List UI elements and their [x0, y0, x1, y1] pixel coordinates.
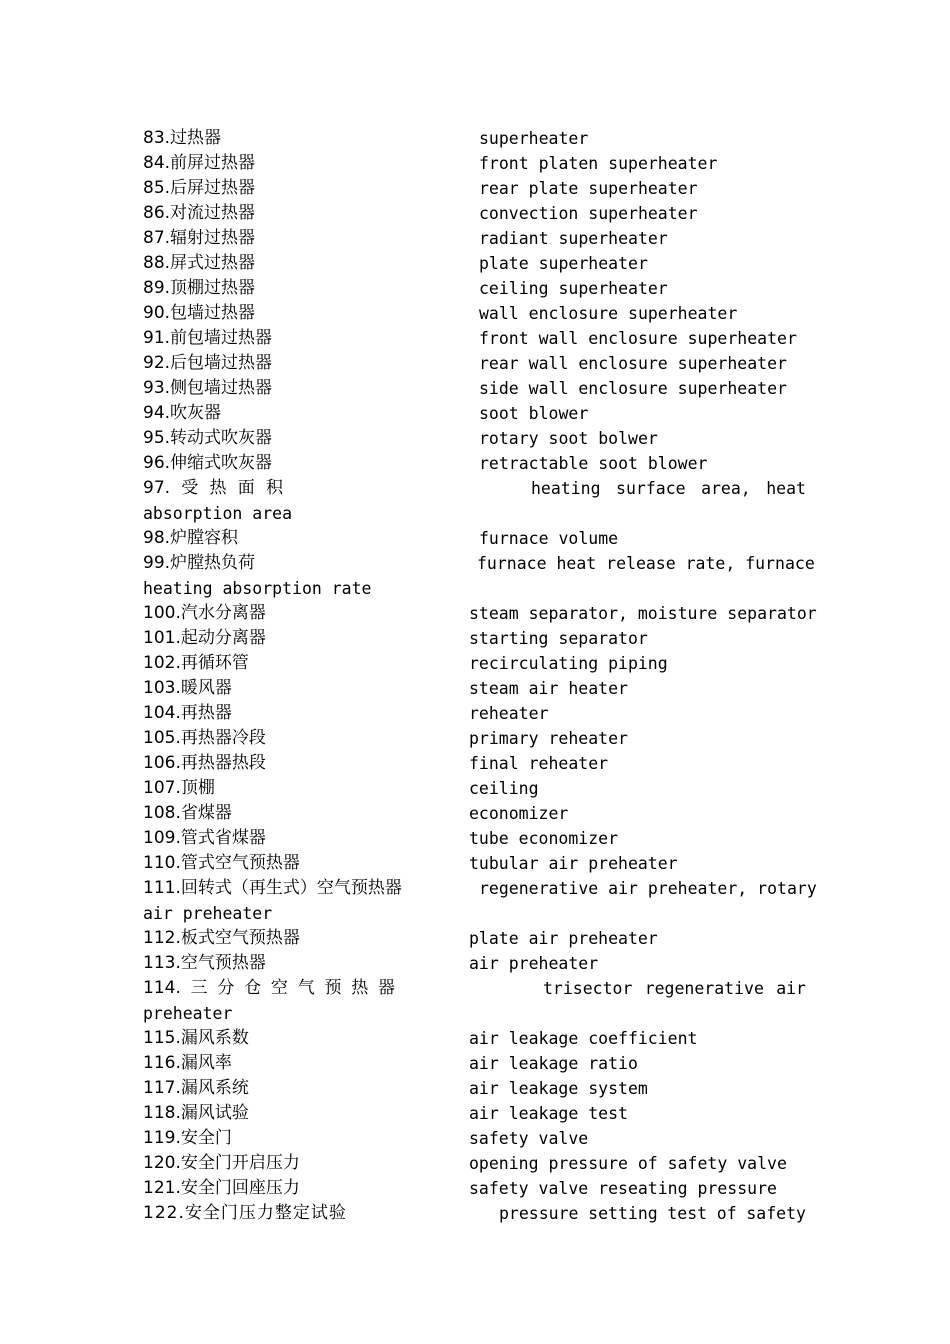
list-item: [143, 201, 809, 226]
term-en: starting separator: [469, 629, 648, 648]
term-zh: 110.管式空气预热器: [143, 853, 300, 873]
list-item: [143, 276, 809, 301]
term-en: ceiling: [469, 779, 539, 798]
term-en-part: setting: [588, 1204, 658, 1223]
term-zh: 99.炉膛热负荷: [143, 553, 256, 573]
list-item: [143, 976, 809, 1001]
term-en: front platen superheater: [479, 154, 718, 173]
term-en-continuation: preheater: [143, 1004, 233, 1023]
list-item: [143, 301, 809, 326]
list-item: [143, 226, 809, 251]
term-zh-part: 三: [190, 978, 208, 998]
term-en: primary reheater: [469, 729, 628, 748]
term-en: tubular air preheater: [469, 854, 678, 873]
term-en: steam separator, moisture separator: [469, 604, 817, 623]
term-zh: 113.空气预热器: [143, 953, 266, 973]
term-en: retractable soot blower: [479, 454, 708, 473]
list-item: [143, 626, 809, 651]
term-zh-part: 热: [351, 978, 369, 998]
term-en: convection superheater: [479, 204, 698, 223]
term-en: recirculating piping: [469, 654, 668, 673]
term-en: air leakage system: [469, 1079, 648, 1098]
term-en-part: trisector: [543, 979, 633, 998]
list-item: [143, 476, 809, 501]
term-en: wall enclosure superheater: [479, 304, 738, 323]
term-zh: 112.板式空气预热器: [143, 928, 300, 948]
term-en: reheater: [469, 704, 549, 723]
term-en: furnace heat release rate, furnace: [477, 554, 815, 573]
list-item: [143, 1176, 809, 1201]
list-item-continuation: [143, 501, 809, 526]
list-item: [143, 1101, 809, 1126]
list-item: [143, 801, 809, 826]
term-en-part: regenerative: [644, 979, 764, 998]
term-en-continuation: air preheater: [143, 904, 273, 923]
term-zh: 104.再热器: [143, 703, 232, 723]
term-en: rear plate superheater: [479, 179, 698, 198]
term-en: economizer: [469, 804, 569, 823]
term-en: air leakage ratio: [469, 1054, 638, 1073]
list-item: [143, 1126, 809, 1151]
term-en-part: test: [667, 1204, 708, 1223]
list-item: [143, 876, 817, 901]
list-item-continuation: [143, 576, 809, 601]
list-item: [143, 1151, 809, 1176]
term-en: safety valve reseating pressure: [469, 1179, 777, 1198]
list-item: [143, 376, 809, 401]
term-zh-part: 器: [377, 978, 395, 998]
term-zh: [143, 976, 395, 1001]
term-en: rear wall enclosure superheater: [479, 354, 787, 373]
term-zh: 87.辐射过热器: [143, 228, 256, 248]
list-item: [143, 401, 809, 426]
list-item: [143, 926, 809, 951]
term-en: regenerative air preheater, rotary: [479, 879, 817, 898]
term-en: [499, 1201, 806, 1226]
list-item: [143, 601, 817, 626]
term-en-part: surface: [616, 479, 686, 498]
list-item: [143, 351, 809, 376]
term-en: superheater: [479, 129, 589, 148]
term-zh: 84.前屏过热器: [143, 153, 256, 173]
term-zh: 103.暖风器: [143, 678, 232, 698]
list-item: [143, 826, 809, 851]
term-zh-part: 积: [265, 478, 283, 498]
term-en: [543, 976, 806, 1001]
term-zh: 101.起动分离器: [143, 628, 266, 648]
list-item: [143, 776, 809, 801]
term-zh: 85.后屏过热器: [143, 178, 256, 198]
term-en: ceiling superheater: [479, 279, 668, 298]
term-en: furnace volume: [479, 529, 619, 548]
term-zh: 88.屏式过热器: [143, 253, 256, 273]
term-zh: 116.漏风率: [143, 1053, 232, 1073]
term-en: soot blower: [479, 404, 589, 423]
term-en: tube economizer: [469, 829, 619, 848]
list-item: [143, 1076, 809, 1101]
list-item: [143, 326, 809, 351]
term-zh: [143, 476, 283, 501]
term-en: air leakage coefficient: [469, 1029, 698, 1048]
term-zh-part: 预: [324, 978, 342, 998]
term-en: plate superheater: [479, 254, 648, 273]
term-en: air preheater: [469, 954, 599, 973]
term-zh: 121.安全门回座压力: [143, 1178, 300, 1198]
term-zh: 95.转动式吹灰器: [143, 428, 273, 448]
term-zh-part: 空: [270, 978, 288, 998]
term-zh-part: 97.: [143, 478, 171, 498]
list-item: [143, 751, 809, 776]
term-en: steam air heater: [469, 679, 628, 698]
list-item: [143, 176, 809, 201]
term-en-continuation: heating absorption rate: [143, 579, 372, 598]
term-en: final reheater: [469, 754, 609, 773]
term-en: air leakage test: [469, 1104, 628, 1123]
term-zh: 105.再热器冷段: [143, 728, 266, 748]
term-zh: 108.省煤器: [143, 803, 232, 823]
term-zh: 86.对流过热器: [143, 203, 256, 223]
term-en: safety valve: [469, 1129, 589, 1148]
term-zh-part: 114.: [143, 978, 181, 998]
term-zh: 98.炉膛容积: [143, 528, 239, 548]
term-en: radiant superheater: [479, 229, 668, 248]
term-en: front wall enclosure superheater: [479, 329, 797, 348]
term-zh: 94.吹灰器: [143, 403, 222, 423]
term-en-continuation: absorption area: [143, 504, 293, 523]
list-item: [143, 1201, 809, 1226]
list-item: [143, 151, 809, 176]
list-item: [143, 1051, 809, 1076]
term-zh: 100.汽水分离器: [143, 603, 266, 623]
list-item: [143, 951, 809, 976]
list-item: [143, 701, 809, 726]
term-en: [531, 476, 806, 501]
term-zh: 91.前包墙过热器: [143, 328, 273, 348]
term-zh: 111.回转式（再生式）空气预热器: [143, 878, 402, 898]
term-zh: 93.侧包墙过热器: [143, 378, 273, 398]
list-item: [143, 251, 809, 276]
term-zh-part: 气: [297, 978, 315, 998]
list-item: [143, 551, 815, 576]
term-zh-part: 面: [237, 478, 255, 498]
list-item: [143, 451, 809, 476]
term-zh: 89.顶棚过热器: [143, 278, 256, 298]
term-zh: 96.伸缩式吹灰器: [143, 453, 273, 473]
list-item: [143, 126, 809, 151]
term-zh: 102.再循环管: [143, 653, 249, 673]
term-zh: 90.包墙过热器: [143, 303, 256, 323]
term-en-part: safety: [746, 1204, 806, 1223]
term-zh: 118.漏风试验: [143, 1103, 249, 1123]
term-en-part: of: [716, 1204, 737, 1223]
list-item: [143, 526, 809, 551]
list-item: [143, 651, 809, 676]
term-zh: 106.再热器热段: [143, 753, 266, 773]
term-zh: 109.管式省煤器: [143, 828, 266, 848]
term-en: plate air preheater: [469, 929, 658, 948]
term-zh: 107.顶棚: [143, 778, 215, 798]
term-zh: 119.安全门: [143, 1128, 232, 1148]
list-item: [143, 726, 809, 751]
term-zh: 122.安全门压力整定试验: [143, 1203, 347, 1223]
term-en: side wall enclosure superheater: [479, 379, 787, 398]
list-item: [143, 426, 809, 451]
list-item: [143, 676, 809, 701]
list-item: [143, 851, 809, 876]
term-zh-part: 热: [209, 478, 227, 498]
list-item-continuation: [143, 1001, 809, 1026]
term-zh-part: 仓: [244, 978, 262, 998]
term-zh: 115.漏风系数: [143, 1028, 249, 1048]
term-zh-part: 受: [181, 478, 199, 498]
list-item-continuation: [143, 901, 809, 926]
term-zh: 83.过热器: [143, 128, 222, 148]
term-en-part: air: [776, 979, 806, 998]
term-en: opening pressure of safety valve: [469, 1154, 787, 1173]
term-en-part: heat: [766, 479, 806, 498]
term-en-part: heating: [531, 479, 601, 498]
term-zh: 120.安全门开启压力: [143, 1153, 300, 1173]
list-item: [143, 1026, 809, 1051]
term-zh: 92.后包墙过热器: [143, 353, 273, 373]
term-zh: 117.漏风系统: [143, 1078, 249, 1098]
term-en: rotary soot bolwer: [479, 429, 658, 448]
term-en-part: area,: [701, 479, 751, 498]
term-zh-part: 分: [217, 978, 235, 998]
term-en-part: pressure: [499, 1204, 579, 1223]
